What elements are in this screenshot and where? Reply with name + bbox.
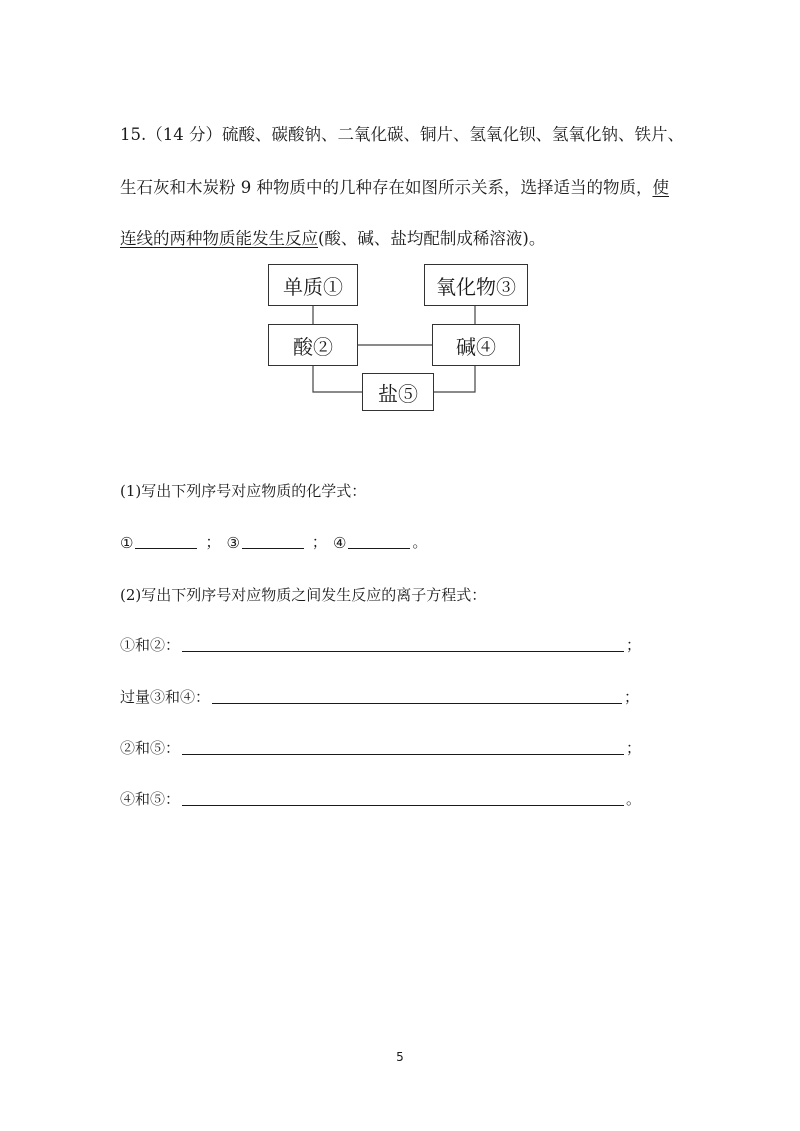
connector-2-5 [313, 366, 362, 392]
equation-end: 。 [626, 790, 642, 808]
question-line-1: 15.（14 分）硫酸、碳酸钠、二氧化碳、铜片、氢氧化钡、氢氧化钠、铁片、 [120, 125, 684, 144]
question-line-3-text: (酸、碱、盐均配制成稀溶液)。 [318, 229, 546, 248]
question-line-3-underlined: 连线的两种物质能发生反应 [120, 229, 318, 248]
connector-4-5 [432, 366, 475, 392]
equation-row [120, 634, 641, 655]
box-acid: 酸② [268, 324, 358, 366]
box-base: 碱④ [432, 324, 520, 366]
equation-label: ④和⑤： [120, 790, 181, 808]
answer-sep-2: ； [311, 533, 327, 551]
equation-label: ①和②： [120, 636, 181, 654]
answer-end: 。 [412, 533, 428, 551]
question-line-2-underlined: 使 [652, 178, 669, 197]
diagram-connectors [0, 0, 800, 420]
equation-blank[interactable] [182, 790, 624, 806]
box-salt: 盐⑤ [362, 373, 434, 411]
part1-answers [120, 531, 427, 552]
answer-3-blank[interactable] [242, 533, 304, 549]
answer-sep-1: ； [205, 533, 221, 551]
part2-prompt: (2)写出下列序号对应物质之间发生反应的离子方程式： [120, 586, 487, 604]
equation-end: ； [626, 739, 642, 757]
answer-4-label: ④ [332, 534, 347, 552]
part1-prompt: (1)写出下列序号对应物质的化学式： [120, 482, 367, 500]
box-element: 单质① [268, 264, 358, 306]
equation-blank[interactable] [182, 636, 624, 652]
equation-label: ②和⑤： [120, 739, 181, 757]
equation-end: ； [624, 688, 640, 706]
equation-row [120, 788, 641, 809]
relationship-diagram [0, 0, 800, 420]
answer-4-blank[interactable] [348, 533, 410, 549]
answer-1-blank[interactable] [135, 533, 197, 549]
answer-1-label: ① [120, 534, 134, 552]
equation-label: 过量③和④： [120, 688, 211, 706]
box-oxide: 氧化物③ [424, 264, 528, 306]
answer-3-label: ③ [226, 534, 240, 552]
equation-row [120, 737, 641, 758]
equation-row [120, 686, 639, 707]
equation-blank[interactable] [212, 688, 622, 704]
equation-blank[interactable] [182, 739, 624, 755]
question-line-2-text: 生石灰和木炭粉 9 种物质中的几种存在如图所示关系，选择适当的物质， [120, 178, 653, 197]
page-number: 5 [396, 1050, 404, 1064]
equation-end: ； [626, 636, 642, 654]
